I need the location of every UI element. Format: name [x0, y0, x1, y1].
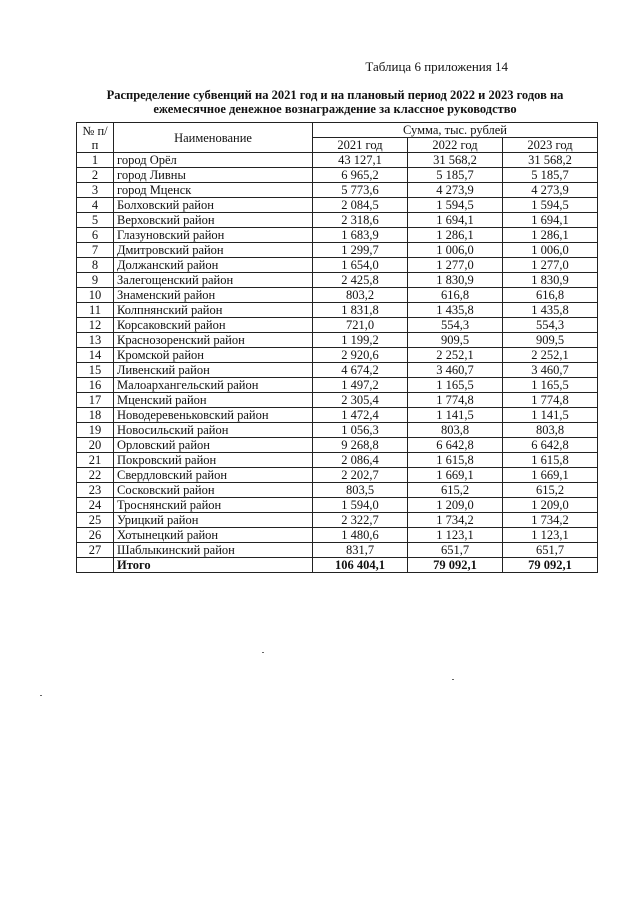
row-value-2023: 1 830,9 — [503, 273, 598, 288]
row-value-2022: 1 141,5 — [408, 408, 503, 423]
row-number: 24 — [77, 498, 114, 513]
table-row — [77, 348, 598, 363]
row-name: Мценский район — [114, 393, 313, 408]
row-name: Сосковский район — [114, 483, 313, 498]
row-number: 6 — [77, 228, 114, 243]
row-value-2021: 4 674,2 — [313, 363, 408, 378]
row-name: Корсаковский район — [114, 318, 313, 333]
scan-speck — [452, 679, 454, 680]
row-number: 4 — [77, 198, 114, 213]
table-row — [77, 543, 598, 558]
table-row — [77, 303, 598, 318]
row-value-2023: 803,8 — [503, 423, 598, 438]
row-name: Болховский район — [114, 198, 313, 213]
row-value-2023: 1 123,1 — [503, 528, 598, 543]
row-value-2023: 1 734,2 — [503, 513, 598, 528]
row-number: 5 — [77, 213, 114, 228]
row-value-2022: 1 286,1 — [408, 228, 503, 243]
row-number: 1 — [77, 153, 114, 168]
row-name: Глазуновский район — [114, 228, 313, 243]
table-row — [77, 288, 598, 303]
row-name: Урицкий район — [114, 513, 313, 528]
row-value-2022: 3 460,7 — [408, 363, 503, 378]
row-name: Залегощенский район — [114, 273, 313, 288]
row-value-2023: 1 286,1 — [503, 228, 598, 243]
row-value-2022: 31 568,2 — [408, 153, 503, 168]
total-label: Итого — [114, 558, 313, 573]
table-row — [77, 198, 598, 213]
row-value-2022: 1 165,5 — [408, 378, 503, 393]
row-number: 3 — [77, 183, 114, 198]
row-value-2022: 4 273,9 — [408, 183, 503, 198]
row-value-2023: 4 273,9 — [503, 183, 598, 198]
row-value-2021: 721,0 — [313, 318, 408, 333]
row-value-2022: 616,8 — [408, 288, 503, 303]
row-value-2023: 616,8 — [503, 288, 598, 303]
col-header-2022: 2022 год — [408, 138, 503, 153]
table-row — [77, 153, 598, 168]
row-value-2023: 909,5 — [503, 333, 598, 348]
table-row — [77, 438, 598, 453]
row-number: 17 — [77, 393, 114, 408]
row-name: Кромской район — [114, 348, 313, 363]
row-number: 20 — [77, 438, 114, 453]
row-number: 21 — [77, 453, 114, 468]
row-value-2021: 1 831,8 — [313, 303, 408, 318]
table-row — [77, 393, 598, 408]
row-value-2023: 1 594,5 — [503, 198, 598, 213]
row-name: Дмитровский район — [114, 243, 313, 258]
row-value-2021: 1 654,0 — [313, 258, 408, 273]
row-number: 15 — [77, 363, 114, 378]
table-row — [77, 243, 598, 258]
row-name: Малоархангельский район — [114, 378, 313, 393]
col-header-name: Наименование — [114, 123, 313, 153]
row-number: 13 — [77, 333, 114, 348]
row-value-2023: 2 252,1 — [503, 348, 598, 363]
row-number: 25 — [77, 513, 114, 528]
table-row — [77, 318, 598, 333]
table-row — [77, 333, 598, 348]
row-name: Покровский район — [114, 453, 313, 468]
row-value-2023: 651,7 — [503, 543, 598, 558]
table-row — [77, 213, 598, 228]
row-value-2023: 1 141,5 — [503, 408, 598, 423]
row-value-2022: 1 774,8 — [408, 393, 503, 408]
row-value-2021: 6 965,2 — [313, 168, 408, 183]
row-value-2022: 1 006,0 — [408, 243, 503, 258]
row-value-2022: 803,8 — [408, 423, 503, 438]
row-value-2021: 803,2 — [313, 288, 408, 303]
row-name: Хотынецкий район — [114, 528, 313, 543]
row-value-2023: 1 435,8 — [503, 303, 598, 318]
table-row — [77, 228, 598, 243]
row-name: Шаблыкинский район — [114, 543, 313, 558]
row-value-2021: 2 305,4 — [313, 393, 408, 408]
table-row — [77, 528, 598, 543]
row-value-2022: 1 277,0 — [408, 258, 503, 273]
document-title — [70, 88, 600, 116]
scan-speck — [40, 695, 42, 696]
row-value-2022: 1 594,5 — [408, 198, 503, 213]
row-value-2021: 803,5 — [313, 483, 408, 498]
row-number: 12 — [77, 318, 114, 333]
row-value-2023: 1 615,8 — [503, 453, 598, 468]
row-name: Краснозоренский район — [114, 333, 313, 348]
table-body — [77, 153, 598, 573]
row-value-2022: 615,2 — [408, 483, 503, 498]
row-value-2023: 1 669,1 — [503, 468, 598, 483]
table-row — [77, 183, 598, 198]
row-value-2023: 1 774,8 — [503, 393, 598, 408]
appendix-label: Таблица 6 приложения 14 — [365, 59, 508, 74]
row-value-2021: 2 318,6 — [313, 213, 408, 228]
row-value-2022: 554,3 — [408, 318, 503, 333]
col-header-2023: 2023 год — [503, 138, 598, 153]
row-value-2022: 1 694,1 — [408, 213, 503, 228]
row-value-2022: 6 642,8 — [408, 438, 503, 453]
row-value-2021: 1 299,7 — [313, 243, 408, 258]
row-value-2023: 31 568,2 — [503, 153, 598, 168]
col-header-number: № п/п — [77, 123, 114, 153]
row-value-2023: 615,2 — [503, 483, 598, 498]
row-name: Новодеревеньковский район — [114, 408, 313, 423]
row-name: Свердловский район — [114, 468, 313, 483]
row-value-2021: 2 086,4 — [313, 453, 408, 468]
row-number: 7 — [77, 243, 114, 258]
row-value-2022: 2 252,1 — [408, 348, 503, 363]
col-header-sum: Сумма, тыс. рублей — [313, 123, 598, 138]
row-number: 18 — [77, 408, 114, 423]
table-row — [77, 468, 598, 483]
table-row — [77, 168, 598, 183]
row-value-2021: 2 425,8 — [313, 273, 408, 288]
row-number: 19 — [77, 423, 114, 438]
row-number: 8 — [77, 258, 114, 273]
row-number: 16 — [77, 378, 114, 393]
row-value-2023: 5 185,7 — [503, 168, 598, 183]
row-name: Новосильский район — [114, 423, 313, 438]
row-value-2022: 1 123,1 — [408, 528, 503, 543]
row-value-2022: 1 734,2 — [408, 513, 503, 528]
table-row — [77, 513, 598, 528]
row-number: 27 — [77, 543, 114, 558]
table-row — [77, 423, 598, 438]
row-value-2022: 909,5 — [408, 333, 503, 348]
row-value-2021: 1 497,2 — [313, 378, 408, 393]
table-row — [77, 483, 598, 498]
total-number-cell — [77, 558, 114, 573]
total-value-2021: 106 404,1 — [313, 558, 408, 573]
row-value-2021: 43 127,1 — [313, 153, 408, 168]
row-value-2023: 3 460,7 — [503, 363, 598, 378]
row-value-2022: 1 669,1 — [408, 468, 503, 483]
row-value-2022: 1 615,8 — [408, 453, 503, 468]
row-value-2021: 831,7 — [313, 543, 408, 558]
row-name: Ливенский район — [114, 363, 313, 378]
row-name: Знаменский район — [114, 288, 313, 303]
table-row — [77, 453, 598, 468]
row-number: 11 — [77, 303, 114, 318]
row-value-2021: 1 480,6 — [313, 528, 408, 543]
scan-speck — [262, 652, 264, 653]
row-number: 2 — [77, 168, 114, 183]
row-number: 9 — [77, 273, 114, 288]
row-value-2021: 1 472,4 — [313, 408, 408, 423]
row-value-2023: 1 277,0 — [503, 258, 598, 273]
row-name: Должанский район — [114, 258, 313, 273]
row-value-2021: 2 920,6 — [313, 348, 408, 363]
row-value-2021: 1 199,2 — [313, 333, 408, 348]
row-value-2022: 651,7 — [408, 543, 503, 558]
row-value-2021: 2 084,5 — [313, 198, 408, 213]
row-name: Орловский район — [114, 438, 313, 453]
row-name: город Мценск — [114, 183, 313, 198]
row-value-2022: 5 185,7 — [408, 168, 503, 183]
row-value-2023: 1 209,0 — [503, 498, 598, 513]
row-value-2021: 5 773,6 — [313, 183, 408, 198]
row-name: город Ливны — [114, 168, 313, 183]
total-value-2023: 79 092,1 — [503, 558, 598, 573]
total-value-2022: 79 092,1 — [408, 558, 503, 573]
col-header-2021: 2021 год — [313, 138, 408, 153]
row-value-2022: 1 435,8 — [408, 303, 503, 318]
row-value-2021: 1 056,3 — [313, 423, 408, 438]
row-number: 23 — [77, 483, 114, 498]
row-value-2022: 1 830,9 — [408, 273, 503, 288]
row-name: Колпнянский район — [114, 303, 313, 318]
row-value-2023: 1 165,5 — [503, 378, 598, 393]
table-row — [77, 378, 598, 393]
row-value-2021: 1 683,9 — [313, 228, 408, 243]
subventions-table — [76, 122, 598, 573]
row-value-2021: 9 268,8 — [313, 438, 408, 453]
row-value-2023: 6 642,8 — [503, 438, 598, 453]
table-row — [77, 408, 598, 423]
title-line-1: Распределение субвенций на 2021 год и на плановый период 2022 и 2023 годов на — [106, 88, 564, 102]
row-number: 14 — [77, 348, 114, 363]
row-value-2023: 554,3 — [503, 318, 598, 333]
row-name: город Орёл — [114, 153, 313, 168]
row-name: Верховский район — [114, 213, 313, 228]
row-value-2021: 2 322,7 — [313, 513, 408, 528]
row-value-2023: 1 694,1 — [503, 213, 598, 228]
title-line-2: ежемесячное денежное вознаграждение за классное руководство — [153, 102, 517, 116]
row-value-2021: 1 594,0 — [313, 498, 408, 513]
table-row — [77, 363, 598, 378]
table-row — [77, 273, 598, 288]
table-row — [77, 498, 598, 513]
row-name: Троснянский район — [114, 498, 313, 513]
header-row — [77, 123, 598, 138]
row-value-2022: 1 209,0 — [408, 498, 503, 513]
table-row — [77, 258, 598, 273]
row-number: 22 — [77, 468, 114, 483]
total-row — [77, 558, 598, 573]
row-number: 26 — [77, 528, 114, 543]
row-value-2021: 2 202,7 — [313, 468, 408, 483]
row-number: 10 — [77, 288, 114, 303]
row-value-2023: 1 006,0 — [503, 243, 598, 258]
